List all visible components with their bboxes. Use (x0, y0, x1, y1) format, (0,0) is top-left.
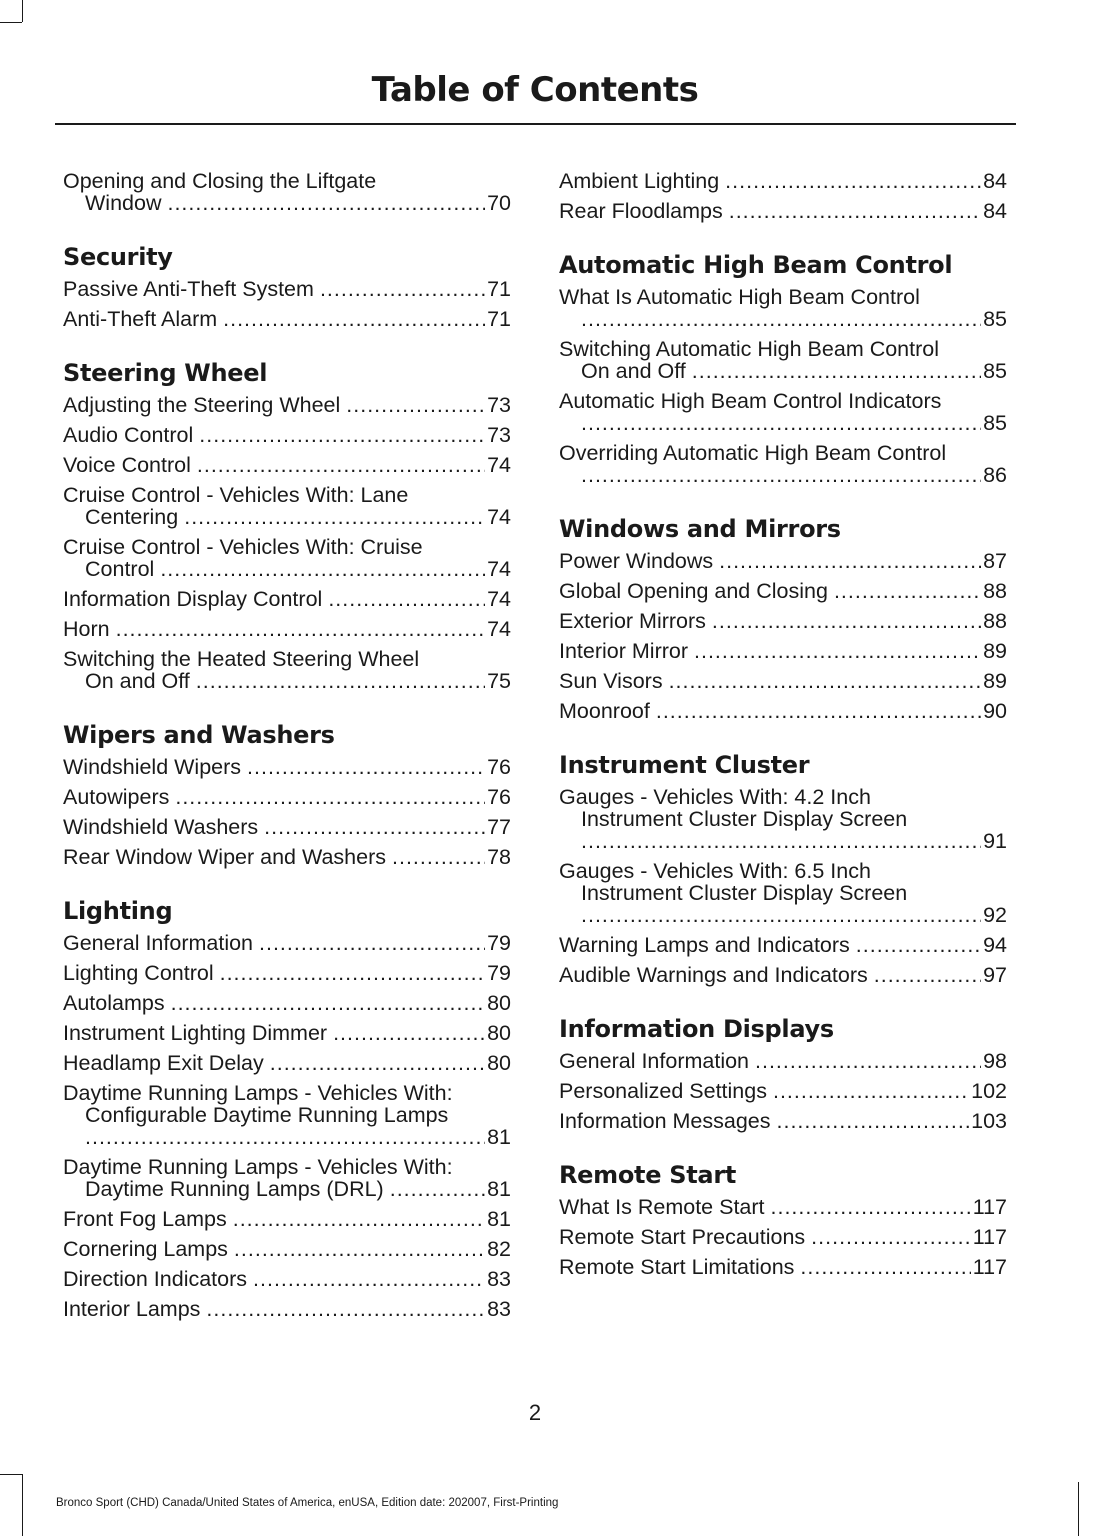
toc-entry[interactable] (559, 200, 1007, 222)
crop-mark-bottom-right-v (1078, 1482, 1079, 1536)
toc-entry-leader-line (559, 550, 1007, 572)
toc-entry-leader-line (559, 360, 1007, 382)
toc-entry-title: Centering (85, 505, 179, 529)
toc-entry-leader-line (63, 558, 511, 580)
toc-entry-title-line: Switching the Heated Steering Wheel (63, 647, 420, 671)
toc-entry-leader-line (559, 700, 1007, 722)
toc-entry-page: 79 (487, 961, 511, 985)
toc-entry-leader-line (63, 1126, 511, 1148)
section-heading: Wipers and Washers (63, 721, 335, 749)
dot-leader (199, 424, 485, 446)
toc-entry-page: 74 (487, 505, 511, 529)
toc-entry[interactable] (63, 1156, 511, 1200)
toc-entry-title: Autowipers (63, 785, 170, 809)
toc-entry[interactable] (559, 934, 1007, 956)
toc-entry[interactable] (63, 1208, 511, 1230)
toc-entry-page: 86 (983, 463, 1007, 487)
toc-entry-leader-line (63, 506, 511, 528)
toc-entry-title-line: Switching Automatic High Beam Control (559, 337, 940, 361)
dot-leader (692, 360, 981, 382)
page-number: 2 (528, 1400, 542, 1425)
toc-entry-page: 94 (983, 933, 1007, 957)
toc-entry-title: Windshield Wipers (63, 755, 242, 779)
toc-entry-leader-line (63, 670, 511, 692)
dot-leader (874, 964, 981, 986)
toc-entry-title: Power Windows (559, 549, 714, 573)
toc-entry-page: 74 (487, 453, 511, 477)
toc-entry-title-line: Daytime Running Lamps - Vehicles With: (63, 1081, 453, 1105)
dot-leader (206, 1298, 485, 1320)
toc-entry-leader-line (559, 1196, 1007, 1218)
toc-entry-title-line: Overriding Automatic High Beam Control (559, 441, 947, 465)
dot-leader (184, 506, 485, 528)
section-heading: Instrument Cluster (559, 751, 810, 779)
toc-entry[interactable] (63, 962, 511, 984)
dot-leader (320, 278, 485, 300)
toc-entry-title: Voice Control (63, 453, 191, 477)
dot-leader (197, 454, 485, 476)
toc-entry-page: 81 (487, 1207, 511, 1231)
toc-entry-page: 76 (487, 755, 511, 779)
toc-entry[interactable] (63, 588, 511, 610)
toc-entry[interactable] (63, 454, 511, 476)
toc-entry-page: 81 (487, 1177, 511, 1201)
toc-entry[interactable] (559, 964, 1007, 986)
toc-entry-leader-line (559, 904, 1007, 926)
toc-entry-title: Cornering Lamps (63, 1237, 228, 1261)
crop-mark-top-left-h (0, 22, 22, 23)
page-title: Table of Contents (371, 70, 699, 110)
toc-entry[interactable] (63, 618, 511, 640)
toc-entry[interactable] (63, 1268, 511, 1290)
toc-entry[interactable] (63, 1238, 511, 1260)
toc-entry-leader-line (559, 934, 1007, 956)
toc-entry-page: 85 (983, 411, 1007, 435)
footer-edition-info: Bronco Sport (CHD) Canada/United States of America, enUSA, Edition date: 202007, First-Printing (56, 1497, 559, 1509)
toc-entry-title: Information Display Control (63, 587, 323, 611)
toc-entry[interactable] (63, 932, 511, 954)
toc-entry-title-line: Gauges - Vehicles With: 4.2 Inch (559, 785, 871, 809)
dot-leader (581, 830, 981, 852)
crop-mark-top-left-v (22, 0, 23, 22)
toc-entry-page: 74 (487, 557, 511, 581)
dot-leader (196, 670, 485, 692)
dot-leader (669, 670, 982, 692)
toc-entry-leader-line (63, 816, 511, 838)
toc-entry-leader-line (63, 588, 511, 610)
toc-entry[interactable] (63, 992, 511, 1014)
dot-leader (811, 1226, 971, 1248)
toc-entry-title: Rear Floodlamps (559, 199, 723, 223)
toc-entry-page: 80 (487, 991, 511, 1015)
toc-entry-title: Audible Warnings and Indicators (559, 963, 868, 987)
dot-leader (116, 618, 485, 640)
toc-entry-title: Personalized Settings (559, 1079, 767, 1103)
toc-entry-title: Audio Control (63, 423, 194, 447)
crop-mark-bottom-left-h (0, 1474, 22, 1475)
toc-right-column (559, 170, 1007, 1286)
toc-entry-page: 74 (487, 587, 511, 611)
toc-entry[interactable] (559, 860, 1007, 926)
toc-entry[interactable] (559, 700, 1007, 722)
section-heading: Windows and Mirrors (559, 515, 841, 543)
toc-entry[interactable] (63, 424, 511, 446)
dot-leader (333, 1022, 485, 1044)
section-heading: Remote Start (559, 1161, 737, 1189)
dot-leader (694, 640, 981, 662)
toc-entry-title: Windshield Washers (63, 815, 259, 839)
toc-entry-page: 73 (487, 393, 511, 417)
toc-entry-title: On and Off (85, 669, 190, 693)
toc-entry-title: Ambient Lighting (559, 169, 720, 193)
toc-entry-page: 117 (972, 1225, 1007, 1249)
toc-entry-title-line: Cruise Control - Vehicles With: Cruise (63, 535, 423, 559)
dot-leader (771, 1196, 971, 1218)
toc-entry-page: 85 (983, 359, 1007, 383)
toc-entry[interactable] (559, 1080, 1007, 1102)
toc-entry-title: Sun Visors (559, 669, 663, 693)
toc-entry-title-line: Gauges - Vehicles With: 6.5 Inch (559, 859, 871, 883)
toc-entry-title: Moonroof (559, 699, 650, 723)
toc-entry-page: 84 (983, 169, 1007, 193)
toc-entry-leader-line (63, 1208, 511, 1230)
toc-entry-title: Window (85, 191, 162, 215)
toc-entry-leader-line (559, 580, 1007, 602)
toc-entry[interactable] (63, 756, 511, 778)
toc-entry-title: Rear Window Wiper and Washers (63, 845, 387, 869)
toc-entry[interactable] (559, 550, 1007, 572)
section-heading: Information Displays (559, 1015, 834, 1043)
toc-entry[interactable] (559, 170, 1007, 192)
toc-entry-leader-line (63, 932, 511, 954)
title-rule (55, 123, 1016, 125)
toc-entry-page: 80 (487, 1051, 511, 1075)
toc-entry-leader-line (63, 424, 511, 446)
toc-entry-page: 85 (983, 307, 1007, 331)
toc-entry-page: 73 (487, 423, 511, 447)
toc-entry-page: 80 (487, 1021, 511, 1045)
toc-entry-leader-line (559, 610, 1007, 632)
toc-entry[interactable] (559, 286, 1007, 330)
toc-entry-leader-line (559, 964, 1007, 986)
toc-entry-leader-line (63, 278, 511, 300)
dot-leader (346, 394, 485, 416)
toc-entry-title: Instrument Lighting Dimmer (63, 1021, 328, 1045)
toc-entry-page: 91 (983, 829, 1007, 853)
toc-entry[interactable] (63, 1052, 511, 1074)
toc-entry-page: 83 (487, 1267, 511, 1291)
toc-entry-leader-line (559, 670, 1007, 692)
toc-entry-page: 97 (983, 963, 1007, 987)
dot-leader (264, 816, 485, 838)
toc-entry-title: Autolamps (63, 991, 165, 1015)
toc-entry-leader-line (559, 170, 1007, 192)
crop-mark-bottom-left-v (22, 1474, 23, 1536)
toc-entry-title: Anti-Theft Alarm (63, 307, 218, 331)
toc-entry-title: Remote Start Precautions (559, 1225, 806, 1249)
toc-entry-title: Exterior Mirrors (559, 609, 706, 633)
dot-leader (729, 200, 981, 222)
toc-entry[interactable] (63, 648, 511, 692)
toc-entry[interactable] (63, 1022, 511, 1044)
toc-entry-page: 92 (983, 903, 1007, 927)
toc-entry-title-line: What Is Automatic High Beam Control (559, 285, 920, 309)
toc-entry[interactable] (63, 484, 511, 528)
toc-entry-title: Direction Indicators (63, 1267, 248, 1291)
toc-entry[interactable] (559, 442, 1007, 486)
toc-entry-page: 87 (983, 549, 1007, 573)
toc-entry[interactable] (63, 816, 511, 838)
toc-entry-title: Interior Lamps (63, 1297, 201, 1321)
dot-leader (223, 308, 485, 330)
toc-entry-leader-line (559, 640, 1007, 662)
toc-entry-title: On and Off (581, 359, 686, 383)
toc-entry-leader-line (63, 308, 511, 330)
toc-entry-page: 117 (972, 1255, 1007, 1279)
toc-entry-title: General Information (559, 1049, 750, 1073)
toc-entry-title: Adjusting the Steering Wheel (63, 393, 341, 417)
toc-entry-leader-line (63, 992, 511, 1014)
toc-entry[interactable] (559, 1256, 1007, 1278)
toc-entry-page: 70 (487, 191, 511, 215)
dot-leader (800, 1256, 970, 1278)
section-heading: Steering Wheel (63, 359, 268, 387)
toc-entry[interactable] (63, 846, 511, 868)
toc-entry-leader-line (559, 412, 1007, 434)
toc-entry-leader-line (559, 1226, 1007, 1248)
dot-leader (233, 1208, 485, 1230)
dot-leader (392, 846, 485, 868)
dot-leader (270, 1052, 485, 1074)
toc-entry-leader-line (63, 1022, 511, 1044)
toc-entry-page: 83 (487, 1297, 511, 1321)
dot-leader (247, 756, 485, 778)
toc-entry[interactable] (63, 1082, 511, 1148)
toc-entry-leader-line (63, 1178, 511, 1200)
toc-entry-page: 88 (983, 579, 1007, 603)
toc-entry-title: Lighting Control (63, 961, 214, 985)
toc-entry-page: 78 (487, 845, 511, 869)
toc-left-column (63, 170, 511, 1328)
toc-entry[interactable] (559, 390, 1007, 434)
toc-entry-page: 77 (487, 815, 511, 839)
toc-entry-leader-line (63, 192, 511, 214)
toc-entry-leader-line (559, 1110, 1007, 1132)
toc-entry-title: Daytime Running Lamps (DRL) (85, 1177, 384, 1201)
toc-entry[interactable] (63, 394, 511, 416)
toc-entry[interactable] (63, 786, 511, 808)
dot-leader (712, 610, 981, 632)
dot-leader (160, 558, 485, 580)
dot-leader (719, 550, 981, 572)
toc-entry-page: 71 (487, 307, 511, 331)
dot-leader (328, 588, 485, 610)
toc-entry-page: 79 (487, 931, 511, 955)
toc-entry[interactable] (559, 338, 1007, 382)
toc-entry-title: General Information (63, 931, 254, 955)
toc-entry-title: Global Opening and Closing (559, 579, 828, 603)
toc-entry-page: 82 (487, 1237, 511, 1261)
toc-entry[interactable] (559, 610, 1007, 632)
toc-entry-title-line: Instrument Cluster Display Screen (581, 807, 908, 831)
toc-entry-leader-line (63, 786, 511, 808)
dot-leader (777, 1110, 970, 1132)
toc-entry[interactable] (559, 580, 1007, 602)
toc-entry-title-line: Daytime Running Lamps - Vehicles With: (63, 1155, 453, 1179)
toc-entry-page: 81 (487, 1125, 511, 1149)
toc-entry-leader-line (63, 1052, 511, 1074)
dot-leader (834, 580, 981, 602)
section-heading: Automatic High Beam Control (559, 251, 953, 279)
dot-leader (171, 992, 485, 1014)
dot-leader (175, 786, 485, 808)
dot-leader (581, 412, 981, 434)
toc-entry-page: 75 (487, 669, 511, 693)
toc-entry-leader-line (559, 1080, 1007, 1102)
toc-entry-leader-line (63, 756, 511, 778)
toc-entry-title: Information Messages (559, 1109, 771, 1133)
toc-entry-title: Control (85, 557, 155, 581)
toc-entry-leader-line (63, 1298, 511, 1320)
section-heading: Lighting (63, 897, 173, 925)
toc-entry-page: 76 (487, 785, 511, 809)
toc-entry-title: Horn (63, 617, 110, 641)
toc-entry-page: 117 (972, 1195, 1007, 1219)
dot-leader (234, 1238, 485, 1260)
toc-entry-title: Remote Start Limitations (559, 1255, 795, 1279)
toc-entry[interactable] (559, 1226, 1007, 1248)
toc-entry[interactable] (559, 1110, 1007, 1132)
dot-leader (85, 1126, 485, 1148)
toc-entry-page: 84 (983, 199, 1007, 223)
toc-entry[interactable] (63, 536, 511, 580)
dot-leader (755, 1050, 981, 1072)
dot-leader (259, 932, 485, 954)
dot-leader (656, 700, 981, 722)
toc-entry-title: Front Fog Lamps (63, 1207, 227, 1231)
dot-leader (773, 1080, 969, 1102)
toc-entry[interactable] (63, 308, 511, 330)
toc-entry-title-line: Cruise Control - Vehicles With: Lane (63, 483, 409, 507)
toc-entry-title-line: Automatic High Beam Control Indicators (559, 389, 942, 413)
dot-leader (253, 1268, 485, 1290)
dot-leader (725, 170, 981, 192)
toc-entry-page: 103 (971, 1109, 1007, 1133)
toc-entry-title: Headlamp Exit Delay (63, 1051, 264, 1075)
toc-entry-leader-line (63, 454, 511, 476)
toc-entry-page: 90 (983, 699, 1007, 723)
toc-entry-leader-line (63, 1268, 511, 1290)
toc-entry-title-line: Opening and Closing the Liftgate (63, 169, 377, 193)
toc-entry-page: 88 (983, 609, 1007, 633)
toc-entry[interactable] (559, 786, 1007, 852)
toc-entry[interactable] (559, 670, 1007, 692)
toc-entry[interactable] (63, 170, 511, 214)
toc-entry-title: Warning Lamps and Indicators (559, 933, 850, 957)
toc-entry-page: 74 (487, 617, 511, 641)
toc-entry-leader-line (63, 962, 511, 984)
toc-entry-leader-line (559, 1050, 1007, 1072)
toc-entry-title: Passive Anti-Theft System (63, 277, 314, 301)
section-heading: Security (63, 243, 173, 271)
toc-entry-title-line: Configurable Daytime Running Lamps (85, 1103, 449, 1127)
toc-entry-page: 71 (487, 277, 511, 301)
toc-entry[interactable] (559, 1196, 1007, 1218)
toc-entry-leader-line (559, 200, 1007, 222)
dot-leader (390, 1178, 485, 1200)
toc-entry-leader-line (63, 846, 511, 868)
toc-entry[interactable] (559, 1050, 1007, 1072)
toc-entry-leader-line (559, 830, 1007, 852)
toc-entry-leader-line (63, 394, 511, 416)
dot-leader (856, 934, 981, 956)
toc-entry-leader-line (559, 308, 1007, 330)
toc-entry[interactable] (63, 1298, 511, 1320)
toc-entry-title: What Is Remote Start (559, 1195, 765, 1219)
dot-leader (581, 464, 981, 486)
toc-entry-page: 89 (983, 669, 1007, 693)
toc-entry-page: 102 (971, 1079, 1007, 1103)
dot-leader (581, 308, 981, 330)
toc-entry[interactable] (559, 640, 1007, 662)
toc-entry[interactable] (63, 278, 511, 300)
toc-entry-leader-line (559, 1256, 1007, 1278)
toc-entry-title-line: Instrument Cluster Display Screen (581, 881, 908, 905)
dot-leader (581, 904, 981, 926)
dot-leader (220, 962, 485, 984)
toc-entry-leader-line (559, 464, 1007, 486)
toc-entry-page: 98 (983, 1049, 1007, 1073)
toc-entry-leader-line (63, 618, 511, 640)
toc-entry-title: Interior Mirror (559, 639, 689, 663)
toc-entry-leader-line (63, 1238, 511, 1260)
dot-leader (167, 192, 485, 214)
toc-entry-page: 89 (983, 639, 1007, 663)
